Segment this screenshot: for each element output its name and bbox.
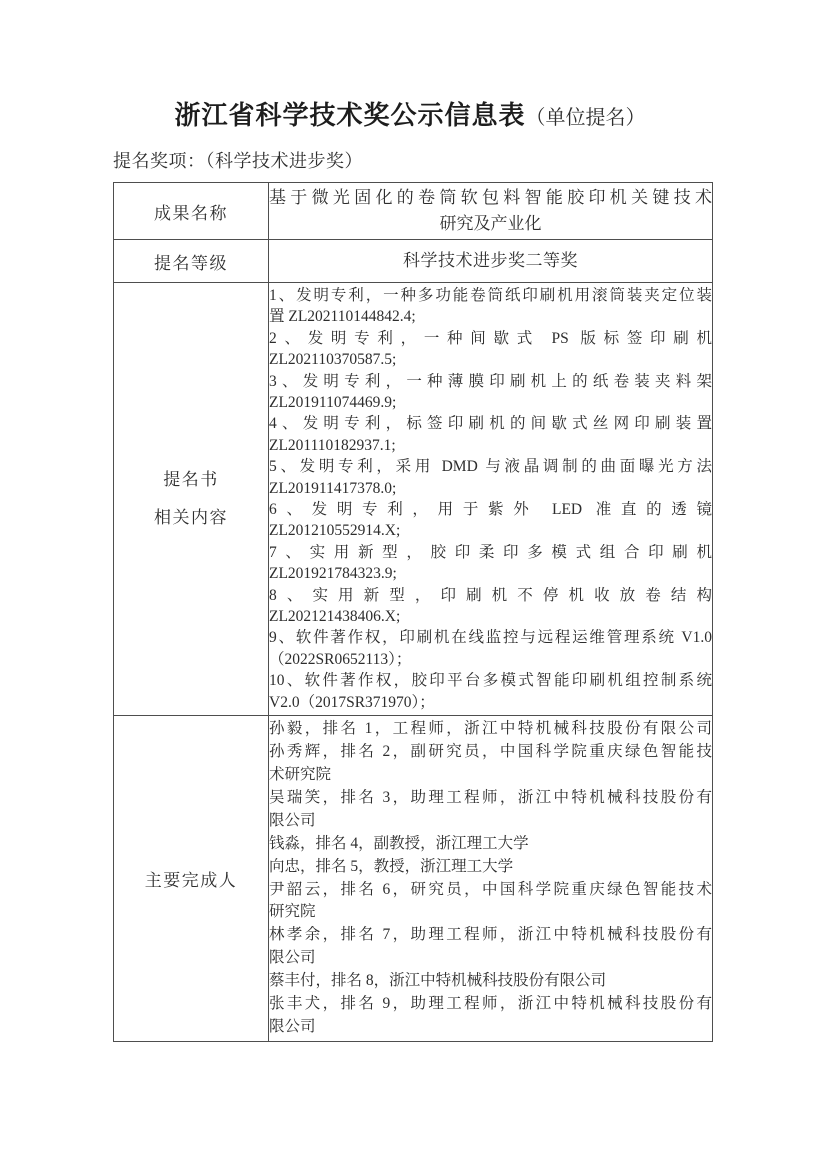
- person-line: 蔡丰付，排名 8，浙江中特机械科技股份有限公司: [269, 972, 607, 990]
- page-title-main: 浙江省科学技术奖公示信息表: [174, 100, 526, 130]
- patent-line: ZL201210552914.X;: [269, 522, 401, 540]
- person-line: 向忠，排名 5，教授，浙江理工大学: [269, 857, 514, 875]
- page-title: [0, 98, 820, 135]
- result-name-value: [269, 183, 713, 240]
- result-name-line: 基于微光固化的卷筒软包料智能胶印机关键技术: [269, 188, 712, 207]
- patent-item: [269, 499, 712, 542]
- patent-line: ZL202110370587.5;: [269, 351, 397, 369]
- result-name-label: 成果名称: [114, 183, 269, 240]
- person-item: [269, 833, 712, 856]
- person-line: 尹韶云，排名 6，研究员，中国科学院重庆绿色智能技术: [269, 880, 712, 898]
- person-item: [269, 741, 712, 787]
- patent-item: [269, 542, 712, 585]
- patent-line: 置 ZL202110144842.4;: [269, 308, 416, 326]
- person-line: 研究院: [269, 903, 316, 921]
- person-line: 孙毅，排名 1，工程师，浙江中特机械科技股份有限公司: [269, 720, 712, 738]
- person-line: 限公司: [269, 811, 316, 829]
- patent-line: （2022SR0652113）；: [269, 650, 412, 668]
- person-item: [269, 787, 712, 833]
- patent-line: 1、发明专利，一种多功能卷筒纸印刷机用滚筒装夹定位装: [269, 286, 712, 304]
- patent-line: 9、软件著作权，印刷机在线监控与远程运维管理系统 V1.0: [269, 629, 712, 647]
- patent-line: 3、发明专利，一种薄膜印刷机上的纸卷装夹料架: [269, 372, 712, 390]
- person-line: 术研究院: [269, 765, 332, 783]
- patent-line: ZL201911074469.9;: [269, 393, 397, 411]
- row-award-grade: [114, 240, 713, 283]
- person-line: 钱淼，排名 4，副教授，浙江理工大学: [269, 834, 529, 852]
- patent-line: ZL201110182937.1;: [269, 436, 396, 454]
- person-line: 孙秀辉，排名 2，副研究员，中国科学院重庆绿色智能技: [269, 743, 712, 761]
- person-item: [269, 718, 712, 741]
- page-title-paren: （单位提名）: [525, 107, 646, 129]
- nomination-award-line: 提名奖项：（科学技术进步奖）: [113, 151, 363, 171]
- award-info-table: [113, 182, 713, 1042]
- patent-item: [269, 371, 712, 414]
- row-main-completers: [114, 716, 713, 1042]
- nomination-content-value: [269, 283, 713, 716]
- person-line: 限公司: [269, 1017, 316, 1035]
- row-nomination-content: [114, 283, 713, 716]
- person-item: [269, 970, 712, 993]
- patent-item: [269, 585, 712, 628]
- person-item: [269, 879, 712, 925]
- person-item: [269, 856, 712, 879]
- patent-line: 10、软件著作权，胶印平台多模式智能印刷机组控制系统: [269, 672, 712, 690]
- nomination-content-label: [114, 283, 269, 716]
- patent-line: 4、发明专利，标签印刷机的间歇式丝网印刷装置: [269, 415, 712, 433]
- person-line: 张丰犬，排名 9，助理工程师，浙江中特机械科技股份有: [269, 995, 712, 1013]
- person-line: 限公司: [269, 949, 316, 967]
- patent-line: 8、实用新型，印刷机不停机收放卷结构: [269, 586, 712, 604]
- person-line: 吴瑞笑，排名 3，助理工程师，浙江中特机械科技股份有: [269, 788, 712, 806]
- patent-line: ZL201911417378.0;: [269, 479, 397, 497]
- patent-line: 5、发明专利，采用 DMD 与液晶调制的曲面曝光方法: [269, 458, 712, 476]
- patent-line: 6、发明专利，用于紫外 LED 准直的透镜: [269, 501, 712, 518]
- patent-item: [269, 627, 712, 670]
- award-grade-label: 提名等级: [114, 240, 269, 283]
- person-line: 林孝余，排名 7，助理工程师，浙江中特机械科技股份有: [269, 926, 712, 944]
- person-item: [269, 993, 712, 1039]
- patent-item: [269, 328, 712, 371]
- nomination-content-label-line: 相关内容: [154, 508, 228, 527]
- patent-line: 7、实用新型，胶印柔印多模式组合印刷机: [269, 543, 712, 561]
- patent-line: ZL201921784323.9;: [269, 565, 397, 583]
- nomination-content-label-line: 提名书: [163, 470, 219, 489]
- main-completers-value: [269, 716, 713, 1042]
- row-result-name: [114, 183, 713, 240]
- award-grade-value: 科学技术进步奖二等奖: [269, 240, 713, 283]
- result-name-line: 研究及产业化: [439, 214, 542, 233]
- patent-item: [269, 670, 712, 713]
- patent-line: ZL202121438406.X;: [269, 608, 401, 626]
- patent-item: [269, 285, 712, 328]
- patent-line: V2.0（2017SR371970）；: [269, 693, 435, 711]
- patent-line: 2、发明专利，一种间歇式 PS 版标签印刷机: [269, 329, 712, 347]
- patent-item: [269, 413, 712, 456]
- person-item: [269, 924, 712, 970]
- main-completers-label: 主要完成人: [114, 716, 269, 1042]
- patent-item: [269, 456, 712, 499]
